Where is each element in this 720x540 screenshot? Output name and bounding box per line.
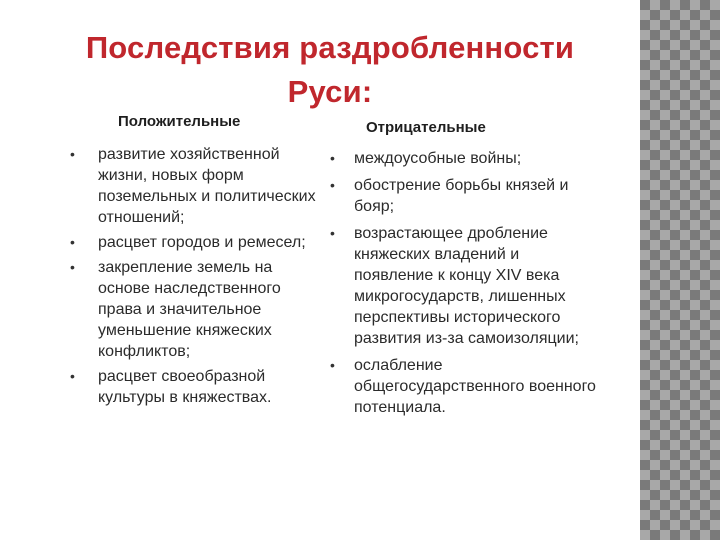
list-item bbox=[326, 148, 596, 169]
negative-list bbox=[326, 148, 596, 418]
bullet-icon: • bbox=[70, 234, 75, 250]
bullet-icon: • bbox=[330, 150, 335, 166]
decorative-pattern-strip bbox=[640, 0, 720, 540]
list-item bbox=[66, 366, 328, 408]
list-item-text: развитие хозяйственной жизни, новых форм поземельных и политических отношений; bbox=[98, 146, 316, 226]
list-item bbox=[66, 144, 328, 228]
list-item-text: обострение борьбы князей и бояр; bbox=[354, 177, 569, 215]
negative-consequences-column bbox=[326, 118, 596, 424]
list-item bbox=[326, 175, 596, 217]
bullet-icon: • bbox=[70, 259, 75, 275]
positive-list bbox=[66, 144, 328, 408]
list-item-text: расцвет городов и ремесел; bbox=[98, 234, 306, 251]
list-item bbox=[66, 232, 328, 253]
positive-heading: Положительные bbox=[118, 113, 241, 130]
bullet-icon: • bbox=[70, 368, 75, 384]
bullet-icon: • bbox=[330, 177, 335, 193]
list-item-text: междоусобные войны; bbox=[354, 150, 522, 167]
bullet-icon: • bbox=[70, 146, 75, 162]
list-item-text: расцвет своеобразной культуры в княжествах. bbox=[98, 368, 272, 406]
list-item-text: ослабление общегосударственного военного потенциала. bbox=[354, 357, 596, 416]
positive-consequences-column bbox=[66, 112, 328, 412]
bullet-icon: • bbox=[330, 357, 335, 373]
negative-heading: Отрицательные bbox=[366, 119, 486, 136]
bullet-icon: • bbox=[330, 225, 335, 241]
list-item bbox=[326, 223, 596, 349]
list-item-text: возрастающее дробление княжеских владений и появление к концу XIV века микрогосударств, лишенных перспективы исторического развития из-за самоизоляции; bbox=[354, 225, 579, 347]
list-item bbox=[326, 355, 596, 418]
list-item bbox=[66, 257, 328, 362]
slide-title: Последствия раздробленности Руси: bbox=[85, 30, 575, 109]
list-item-text: закрепление земель на основе наследственного права и значительное уменьшение княжеских конфликтов; bbox=[98, 259, 281, 360]
